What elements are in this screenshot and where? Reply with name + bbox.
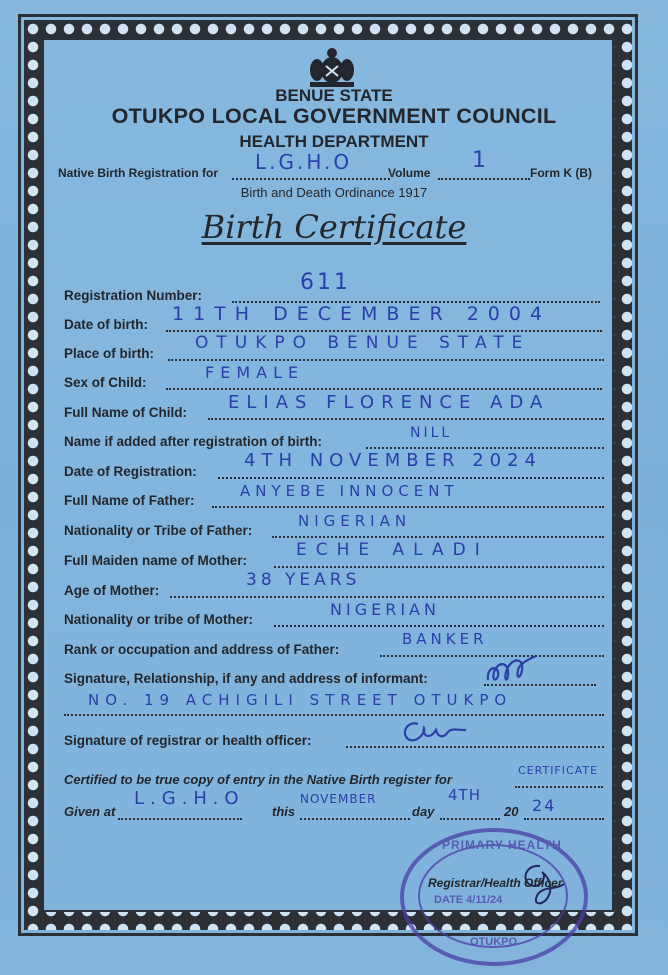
field-value-place-of-birth: OTUKPO BENUE STATE: [195, 333, 531, 353]
field-value-date-registration: 4TH NOVEMBER 2024: [244, 450, 542, 471]
department-name: HEALTH DEPARTMENT: [239, 132, 429, 151]
field-label-place-of-birth: Place of birth:: [64, 346, 155, 361]
this-line: [300, 818, 410, 820]
field-value-father-occupation: BANKER: [402, 630, 488, 648]
field-value-father-nationality: NIGERIAN: [298, 512, 412, 530]
volume-label: Volume: [388, 166, 431, 180]
field-line: [208, 418, 604, 420]
given-label: Given at: [64, 804, 116, 819]
field-value-mother-maiden: ECHE ALADI: [296, 540, 489, 560]
field-line: [168, 359, 604, 361]
certificate-title: Birth Certificate: [201, 208, 467, 246]
day-value: 4TH: [448, 786, 481, 804]
field-value-informant-address: NO. 19 ACHIGILI STREET OTUKPO: [88, 691, 513, 709]
council-name: OTUKPO LOCAL GOVERNMENT COUNCIL: [111, 104, 557, 128]
volume-value: 1: [472, 148, 489, 173]
registrar-label: Registrar/Health Officer: [428, 876, 563, 890]
this-value: NOVEMBER: [300, 792, 377, 806]
given-line: [118, 818, 242, 820]
field-value-mother-nationality: NIGERIAN: [330, 600, 440, 619]
field-label-registrar-signature: Signature of registrar or health officer:: [64, 733, 312, 748]
field-label-sex: Sex of Child:: [64, 375, 147, 390]
coat-of-arms-icon: [306, 46, 358, 88]
field-value-registration-number: 611: [300, 270, 351, 295]
field-line: [170, 596, 604, 598]
volume-line: [438, 178, 530, 180]
stamp-date-text: DATE 4/11/24: [434, 894, 503, 906]
day-label: day: [412, 804, 435, 819]
state-name: BENUE STATE: [275, 86, 393, 105]
field-line: [64, 714, 604, 716]
field-label-father-nationality: Nationality or Tribe of Father:: [64, 523, 253, 538]
certified-text: Certified to be true copy of entry in the Native Birth register for: [64, 772, 452, 787]
year-value: 24: [532, 796, 557, 815]
field-line: [274, 566, 604, 568]
field-label-registration-number: Registration Number:: [64, 288, 203, 303]
field-line: [272, 536, 604, 538]
field-value-sex: FEMALE: [205, 363, 305, 382]
field-label-name-added: Name if added after registration of birth:: [64, 434, 323, 449]
registrar-signature-icon: [396, 716, 476, 746]
stamp-top-text: PRIMARY HEALTH: [442, 838, 562, 852]
field-value-date-of-birth: 11TH DECEMBER 2004: [172, 303, 552, 325]
native-reg-label: Native Birth Registration for: [58, 166, 219, 180]
given-value: L.G.H.O: [134, 788, 245, 809]
native-reg-value: L.G.H.O: [255, 150, 353, 174]
field-line: [366, 447, 604, 449]
day-line: [440, 818, 500, 820]
field-line: [166, 388, 602, 390]
field-line: [274, 625, 604, 627]
field-line: [218, 477, 604, 479]
field-value-father-name: ANYEBE INNOCENT: [240, 482, 459, 500]
field-line: [166, 330, 602, 332]
field-label-father-occupation: Rank or occupation and address of Father:: [64, 642, 340, 657]
field-value-full-name-child: ELIAS FLORENCE ADA: [228, 392, 550, 413]
year-line: [524, 818, 604, 820]
ordinance-text: Birth and Death Ordinance 1917: [240, 185, 428, 200]
field-label-mother-maiden: Full Maiden name of Mother:: [64, 553, 248, 568]
this-label: this: [272, 804, 296, 819]
informant-signature-icon: [482, 652, 542, 688]
field-label-father-name: Full Name of Father:: [64, 493, 195, 508]
field-label-date-registration: Date of Registration:: [64, 464, 197, 479]
field-value-name-added: NILL: [410, 425, 453, 441]
form-label: Form K (B): [530, 166, 592, 180]
field-label-date-of-birth: Date of birth:: [64, 317, 148, 332]
field-value-mother-age: 38 YEARS: [246, 570, 361, 590]
stamp-bottom-text: OTUKPO: [470, 936, 518, 948]
year-label: 20: [504, 804, 519, 819]
field-line: [212, 506, 604, 508]
field-label-full-name-child: Full Name of Child:: [64, 405, 187, 420]
field-label-mother-age: Age of Mother:: [64, 583, 160, 598]
certified-line: [515, 786, 603, 788]
native-reg-line: [232, 178, 390, 180]
field-label-informant: Signature, Relationship, if any and address of informant:: [64, 671, 428, 686]
field-label-mother-nationality: Nationality or tribe of Mother:: [64, 612, 253, 627]
field-line: [346, 746, 604, 748]
certified-value: CERTIFICATE: [518, 764, 599, 777]
